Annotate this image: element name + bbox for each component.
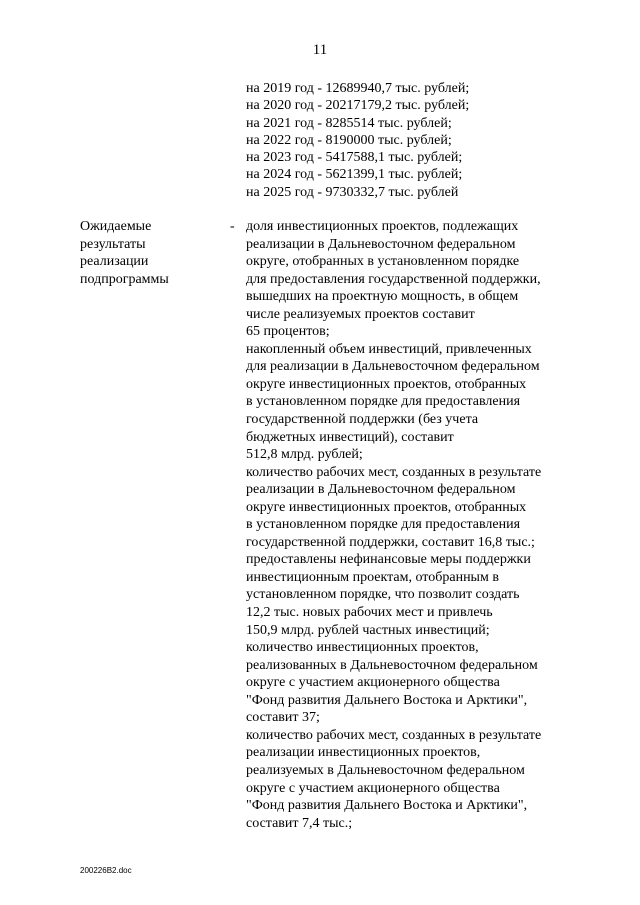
result-line: бюджетных инвестиций), составит — [246, 429, 454, 445]
result-line: в установленном порядке для предоставления — [246, 394, 521, 410]
funding-by-year — [246, 80, 469, 201]
funding-line: на 2022 год - 8190000 тыс. рублей; — [246, 132, 452, 148]
result-line: реализации инвестиционных проектов, — [246, 745, 481, 761]
result-line: вышедших на проектную мощность, в общем — [246, 289, 519, 305]
result-line: составит 7,4 тыс.; — [246, 815, 353, 831]
funding-line: на 2024 год - 5621399,1 тыс. рублей; — [246, 167, 463, 183]
funding-line: на 2025 год - 9730332,7 тыс. рублей — [246, 184, 459, 200]
result-line: государственной поддержки (без учета — [246, 412, 479, 428]
result-line: предоставлены нефинансовые меры поддержки — [246, 552, 531, 568]
page-number: 11 — [312, 42, 328, 58]
result-line: округе, отобранных в установленном порядке — [246, 254, 520, 270]
result-line: числе реализуемых проектов составит — [246, 306, 475, 322]
funding-line: на 2020 год - 20217179,2 тыс. рублей; — [246, 98, 470, 114]
result-line: в установленном порядке для предоставления — [246, 517, 521, 533]
result-line: установленном порядке, что позволит создать — [246, 587, 520, 603]
document-file-code: 200226В2.doc — [80, 866, 132, 875]
result-line: накопленный объем инвестиций, привлеченных — [246, 341, 532, 357]
result-line: составит 37; — [246, 710, 320, 726]
expected-results-text — [246, 218, 541, 832]
result-line: государственной поддержки, составит 16,8 тыс.; — [246, 534, 535, 550]
result-line: "Фонд развития Дальнего Востока и Арктики", — [246, 798, 528, 814]
section-label-expected-results — [80, 218, 169, 288]
result-line: округе инвестиционных проектов, отобранных — [246, 499, 527, 515]
result-line: количество инвестиционных проектов, — [246, 640, 479, 656]
section-label-line: подпрограммы — [80, 271, 169, 287]
funding-line: на 2019 год - 12689940,7 тыс. рублей; — [246, 81, 470, 96]
result-line: реализации в Дальневосточном федеральном — [246, 482, 516, 498]
funding-line: на 2021 год - 8285514 тыс. рублей; — [246, 115, 452, 131]
result-line: реализованных в Дальневосточном федеральном — [246, 657, 538, 673]
result-line: округе с участием акционерного общества — [246, 675, 500, 691]
result-line: 150,9 млрд. рублей частных инвестиций; — [246, 622, 490, 638]
result-line: количество рабочих мест, созданных в результате — [246, 464, 542, 480]
result-line: 65 процентов; — [246, 324, 330, 340]
result-line: 512,8 млрд. рублей; — [246, 447, 363, 463]
result-line: количество рабочих мест, созданных в результате — [246, 727, 542, 743]
funding-line: на 2023 год - 5417588,1 тыс. рублей; — [246, 150, 463, 166]
result-line: доля инвестиционных проектов, подлежащих — [246, 219, 519, 234]
list-dash: - — [230, 219, 235, 234]
result-line: для предоставления государственной поддержки, — [246, 271, 541, 287]
section-label-line: результаты — [80, 236, 146, 252]
result-line: округе инвестиционных проектов, отобранных — [246, 376, 527, 392]
result-line: инвестиционным проектам, отобранным в — [246, 569, 499, 585]
result-line: реализации в Дальневосточном федеральном — [246, 236, 516, 252]
section-label-line: Ожидаемые — [80, 219, 152, 234]
result-line: округе с участием акционерного общества — [246, 780, 500, 796]
result-line: "Фонд развития Дальнего Востока и Арктики", — [246, 692, 528, 708]
result-line: реализуемых в Дальневосточном федеральном — [246, 762, 525, 778]
section-label-line: реализации — [80, 254, 149, 270]
result-line: 12,2 тыс. новых рабочих мест и привлечь — [246, 605, 493, 621]
result-line: для реализации в Дальневосточном федеральном — [246, 359, 540, 375]
